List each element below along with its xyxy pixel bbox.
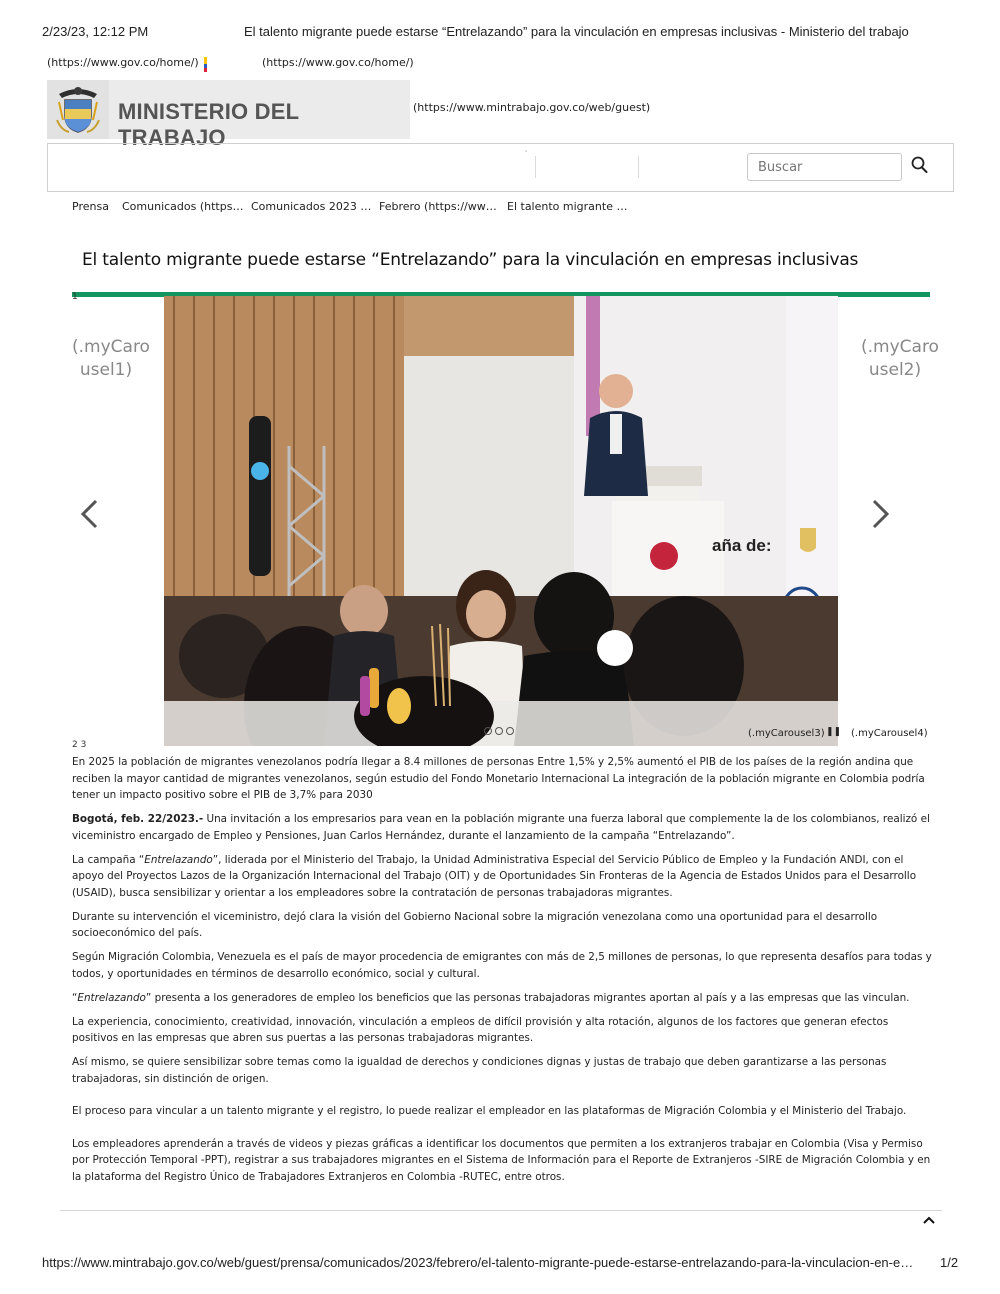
carousel-next-label[interactable] [861,336,939,382]
carousel-index-top: 1 [72,292,78,302]
carousel-prev-label-part1: (.myCaro [72,337,150,357]
ministry-home-link[interactable]: (https://www.mintrabajo.gov.co/web/guest) [413,101,651,114]
carousel-next-label-part2: usel2) [868,360,922,380]
article-paragraph [72,852,932,902]
article-paragraph: Los empleadores aprenderán a través de videos y piezas gráficas a identificar los documentos que permiten a los extranjeros trabajar en Colombia (Visa y Permiso por Protección Temporal -PPT), registrar a sus trabajadores migrantes en el Sistema de Información para el Reporte de Extranjeros -SIRE de Migración Colombia y en la plataforma del Registro Único de Trabajadores Extranjeros en Colombia -RUTEC, entre otros. [72,1137,931,1183]
article-paragraph [72,990,932,1007]
breadcrumb-item-comunicados-2023[interactable]: Comunicados 2023 … [251,200,372,213]
nav-dot-divider [525,150,527,152]
gov-home-link-1[interactable]: (https://www.gov.co/home/) [47,56,199,69]
paragraph-text: ” presenta a los generadores de empleo los beneficios que las personas trabajadoras migrantes aportan al país y a las empresas que las vinculan. [145,991,910,1004]
paragraph-text: “ [72,991,78,1004]
navigation-bar [47,143,954,192]
article-paragraph: Según Migración Colombia, Venezuela es el país de mayor procedencia de emigrantes con más de 2,5 millones de personas, lo que representa desafíos para todas y todos, y oportunidades en términos de desarrollo económico, social y cultural. [72,951,932,980]
gov-home-link-2[interactable]: (https://www.gov.co/home/) [262,56,414,69]
colombia-flag-icon [204,57,207,72]
paragraph-text: Una invitación a los empresarios para vean en la población migrante una fuerza laboral que complemente la de los colombianos, realizó el viceministro encargado de Empleo y Pensiones, Juan Carlos Hernández, durante el lanzamiento de la campaña “Entrelazando”. [72,813,930,842]
carousel-label-4[interactable]: (.myCarousel4) [851,728,928,739]
carousel-prev-label[interactable] [72,336,150,382]
paragraph-text: ”, liderada por el Ministerio del Trabajo, la Unidad Administrativa Especial del Servicio Público de Empleo y la Fundación ANDI, con el apoyo del Proyectos Lazos de la Organización Internacional del Trabajo (OIT) y de Oportunidades Sin Fronteras de la Agencia de Estados Unidos para el Desarrollo (USAID), busca sensibilizar y orientar a los empleadores sobre la contratación de personas trabajadoras migrantes. [72,853,917,899]
banner-text-1: aña de: [712,536,772,555]
breadcrumb-item-prensa[interactable]: Prensa [72,200,109,213]
campaign-name: Entrelazando [144,853,213,866]
search-input[interactable] [747,153,902,181]
breadcrumb-item-febrero[interactable]: Febrero (https://ww… [379,200,497,213]
carousel-photo [164,296,838,746]
chevron-right-icon[interactable] [869,497,893,531]
nav-separator [535,156,536,178]
carousel-next-label-part1: (.myCaro [861,337,939,357]
article-paragraph: Así mismo, se quiere sensibilizar sobre temas como la igualdad de derechos y condiciones dignas y justas de trabajo que deben garantizarse a las personas trabajadoras, sin distinción de origen. [72,1056,887,1085]
breadcrumb-item-current: El talento migrante … [507,200,628,213]
dateline: Bogotá, feb. 22/2023.- [72,813,204,825]
ministry-logo[interactable] [47,80,410,150]
carousel-dot-3[interactable] [506,727,514,735]
paragraph-text: La campaña “ [72,853,145,866]
carousel-prev-label-part2: usel1) [79,360,133,380]
print-datetime: 2/23/23, 12:12 PM [42,24,149,39]
carousel-index-bottom: 2 3 [72,740,87,748]
coat-of-arms-icon [47,80,109,139]
print-page-title: El talento migrante puede estarse “Entrelazando” para la vinculación en empresas inclusivas - Ministerio del trabajo [244,24,909,39]
footer-divider [60,1210,942,1211]
search-icon[interactable] [910,155,930,177]
carousel-dot-1[interactable] [484,727,492,735]
campaign-name: Entrelazando [77,991,146,1004]
article-body [72,754,932,1193]
article-paragraph: El proceso para vincular a un talento migrante y el registro, lo puede realizar el empleador en las plataformas de Migración Colombia y el Ministerio del Trabajo. [72,1105,907,1117]
breadcrumb-item-comunicados[interactable]: Comunicados (https… [122,200,244,213]
pause-icon[interactable]: ❚❚ [826,727,842,737]
chevron-up-icon[interactable] [921,1213,937,1227]
article-paragraph: Durante su intervención el viceministro, dejó clara la visión del Gobierno Nacional sobre la migración venezolana como una oportunidad para el desarrollo socioeconómico del país. [72,910,878,939]
nav-separator [638,156,639,178]
ministry-name: MINISTERIO DEL TRABAJO [118,99,299,150]
page-title: El talento migrante puede estarse “Entrelazando” para la vinculación en empresas inclusivas [82,250,859,270]
article-paragraph [72,811,932,844]
article-paragraph: La experiencia, conocimiento, creatividad, innovación, vinculación a empleos de difícil provisión y alta rotación, algunos de los factores que generan efectos positivos en las empresas que abren sus puertas a las personas trabajadoras migrantes. [72,1015,889,1044]
print-page-number: 1/2 [940,1255,959,1270]
article-lead: En 2025 la población de migrantes venezolanos podría llegar a 8.4 millones de personas Entre 1,5% y 2,5% aumentó el PIB de los países de la región andina que reciben la mayor cantidad de migrantes venezolanos, según estudio del Fondo Monetario Internacional La integración de la población migrante en Colombia podría tener un impacto positivo sobre el PIB de 3,7% para 2030 [72,756,925,801]
carousel-dots [484,727,514,735]
print-url: https://www.mintrabajo.gov.co/web/guest/prensa/comunicados/2023/febrero/el-talento-migrante-puede-estarse-entrelazando-para-la-vinculacion-en-e… [42,1255,914,1270]
carousel-label-3[interactable]: (.myCarousel3) [748,728,825,739]
chevron-left-icon[interactable] [77,497,101,531]
carousel-dot-2[interactable] [495,727,503,735]
